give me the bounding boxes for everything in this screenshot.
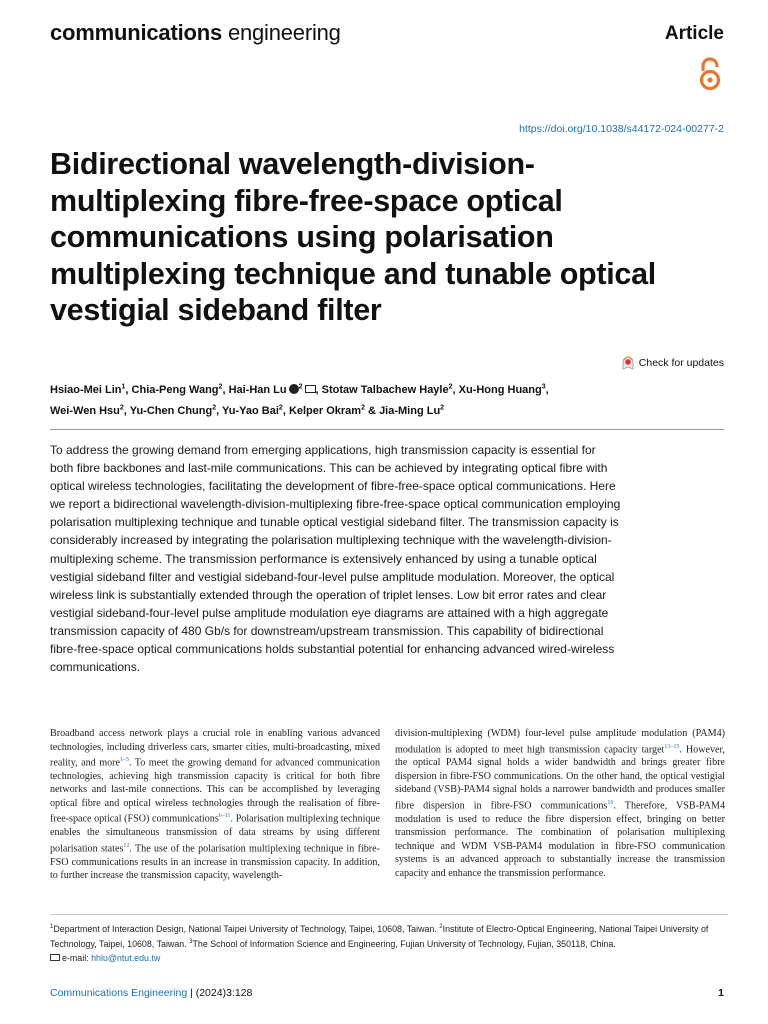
- author-separator: ,: [282, 404, 289, 417]
- check-updates-icon: [622, 356, 634, 370]
- author: [322, 384, 459, 396]
- citation-reference[interactable]: 12: [123, 842, 130, 849]
- journal-name-light: engineering: [227, 20, 341, 45]
- footer-separator: |: [187, 987, 196, 999]
- author-name: Xu-Hong Huang: [458, 383, 542, 396]
- author-affiliation-marker: 2: [212, 404, 217, 412]
- author-name: Hai-Han Lu: [228, 383, 287, 396]
- author: [50, 405, 130, 417]
- author: [130, 405, 222, 417]
- affiliation-3: The School of Information Science and Engineering, Fujian University of Technology, Fujian, 350118, China.: [192, 939, 616, 950]
- email-icon[interactable]: [305, 385, 316, 393]
- body-text: . To meet the growing demand for advanced communication technologies, achieving high transmission capacity is critical for both fibre networks and last-mile connections. This can be accomplished by leveraging optical fibre and optical wireless technologies through the realisation of fibre-free-space optical (FSO) communications: [50, 757, 381, 825]
- author: [222, 405, 289, 417]
- citation-reference[interactable]: 1–5: [119, 757, 129, 763]
- author-name: Chia-Peng Wang: [131, 383, 219, 396]
- page-footer: [50, 987, 252, 999]
- author-name: Jia-Ming Lu: [379, 404, 441, 417]
- body-text: Broadband access network plays a crucial role in enabling various advanced technologies, including driverless cars, smarter cities, multi-broadcasting, mixed reality, and more: [50, 728, 380, 769]
- author-name: Hsiao-Mei Lin: [50, 383, 122, 396]
- author: [229, 384, 322, 396]
- email-label: e-mail:: [62, 952, 92, 963]
- affiliation-1: Department of Interaction Design, National Taipei University of Technology, Taipei, 10608, Taiwan.: [53, 923, 440, 934]
- author-separator: ,: [125, 383, 132, 396]
- body-column-right: [395, 727, 725, 880]
- footer-citation: (2024)3:128: [195, 987, 253, 999]
- author-separator: ,: [315, 383, 322, 396]
- author-separator: ,: [123, 404, 130, 417]
- citation-reference[interactable]: 16: [607, 799, 614, 806]
- author-separator: &: [365, 404, 380, 417]
- open-access-lock-icon: [698, 57, 722, 91]
- author-affiliation-marker: 2: [298, 383, 303, 390]
- affiliation-2: Institute of Electro-Optical Engineering, National Taipei University of Technology, Taipei, 10608, Taiwan.: [50, 923, 709, 950]
- author-name: Yu-Yao Bai: [222, 404, 279, 417]
- author-affiliation-marker: 2: [448, 383, 453, 390]
- body-text: . Therefore, VSB-PAM4 modulation is used to reduce the fibre dispersion effect, bringing on better transmission performance. The combination of polarisation multiplexing technique and WDM VSB-PAM4 modulation in fibre-FSO communication systems is an advanced approach to substantially increase the transmission capacity and enhance the transmission performance.: [395, 800, 725, 879]
- author-separator: ,: [216, 404, 223, 417]
- author-affiliation-marker: 2: [361, 404, 365, 412]
- affiliations-footnote: [50, 921, 730, 965]
- corresponding-email-link[interactable]: hhlu@ntut.edu.tw: [91, 952, 161, 963]
- author: [50, 384, 132, 396]
- author: [132, 384, 229, 396]
- journal-name-bold: communications: [50, 20, 223, 45]
- affiliation-marker: 3: [189, 939, 193, 946]
- footnote-divider: [50, 914, 728, 915]
- author-separator: ,: [452, 383, 459, 396]
- author-affiliation-marker: 2: [278, 404, 283, 412]
- check-for-updates-button[interactable]: [622, 356, 724, 370]
- journal-masthead: [50, 20, 341, 46]
- author-affiliation-marker: 2: [440, 404, 445, 412]
- author-name: Stotaw Talbachew Hayle: [321, 383, 449, 396]
- page-number: 1: [718, 987, 724, 999]
- author-name: Yu-Chen Chung: [129, 404, 213, 417]
- author-affiliation-marker: 1: [121, 383, 126, 390]
- abstract-text: To address the growing demand from emerging applications, high transmission capacity is essential for both fibre backbones and last-mile communications. This can be achieved by integrating optical fibre with optical wireless technologies, facilitating the development of fibre-free-space optical communications. Here we report a bidirectional wavelength-division-multiplexing fibre-free-space optical communication employing polarisation multiplexing technique and tunable optical vestigial sideband filter. The transmission capacity is considerably increased by integrating the polarisation multiplexing technique with the wavelength-division-multiplexing scheme. The transmission performance is extensively enhanced by using a tunable optical vestigial sideband filter and vestigial sideband-four-level pulse amplitude modulation. Moreover, the optical wireless link is substantially extended through the operation of triplet lenses. Low bit error rates and clear vestigial sideband-four-level pulse amplitude modulation eye diagrams are attained with a high aggregate transmission capacity of 480 Gb/s for downstream/upstream transmission. This capability of bidirectional fibre-free-space optical communications holds substantial potential for enhancing advanced wired-wireless communications.: [50, 443, 621, 675]
- envelope-icon: [50, 954, 60, 961]
- author-separator: ,: [545, 383, 549, 396]
- body-text: . The use of the polarisation multiplexing technique in fibre-FSO communications results in an increase in transmission capacity. In addition, to further increase the transmission capacity, wavelength-: [50, 843, 380, 882]
- body-text: division-multiplexing (WDM) four-level pulse amplitude modulation (PAM4) modulation is adopted to meet high transmission capacity target: [395, 728, 725, 755]
- author-affiliation-marker: 2: [119, 404, 124, 412]
- footer-journal-link[interactable]: Communications Engineering: [50, 987, 188, 999]
- author-name: Kelper Okram: [288, 404, 362, 417]
- author: [289, 405, 379, 417]
- author-separator: ,: [222, 383, 229, 396]
- author: [459, 384, 549, 396]
- affiliation-marker: 1: [50, 924, 54, 930]
- affiliation-marker: 2: [439, 924, 443, 930]
- author-name: Wei-Wen Hsu: [50, 404, 120, 417]
- body-column-left: [50, 727, 380, 883]
- citation-reference[interactable]: 6–11: [218, 813, 231, 820]
- citation-reference[interactable]: 13–15: [664, 743, 680, 750]
- section-divider: [50, 429, 724, 430]
- author-list: [50, 378, 720, 420]
- article-type-label: Article: [664, 23, 724, 44]
- author-affiliation-marker: 2: [218, 383, 223, 390]
- author: [379, 405, 444, 417]
- body-text: . However, the optical PAM4 signal holds a wider bandwidth and brings greater fibre dispersion in fibre-FSO communications. On the other hand, the optical vestigial sideband (VSB)-PAM4 signal holds a narrower bandwidth and produces smaller fibre dispersion in fibre-FSO communications: [395, 743, 725, 812]
- orcid-icon[interactable]: [289, 384, 299, 394]
- check-updates-label: Check for updates: [638, 357, 724, 369]
- author-affiliation-marker: 3: [541, 383, 546, 390]
- article-title: Bidirectional wavelength-division-multiplexing fibre-free-space optical communications using polarisation multiplexing technique and tunable optical vestigial sideband filter: [50, 147, 656, 327]
- doi-link[interactable]: https://doi.org/10.1038/s44172-024-00277-2: [519, 123, 724, 135]
- body-text: . Polarisation multiplexing technique enables the simultaneous transmission of data streams by using different polarisation states: [50, 813, 380, 855]
